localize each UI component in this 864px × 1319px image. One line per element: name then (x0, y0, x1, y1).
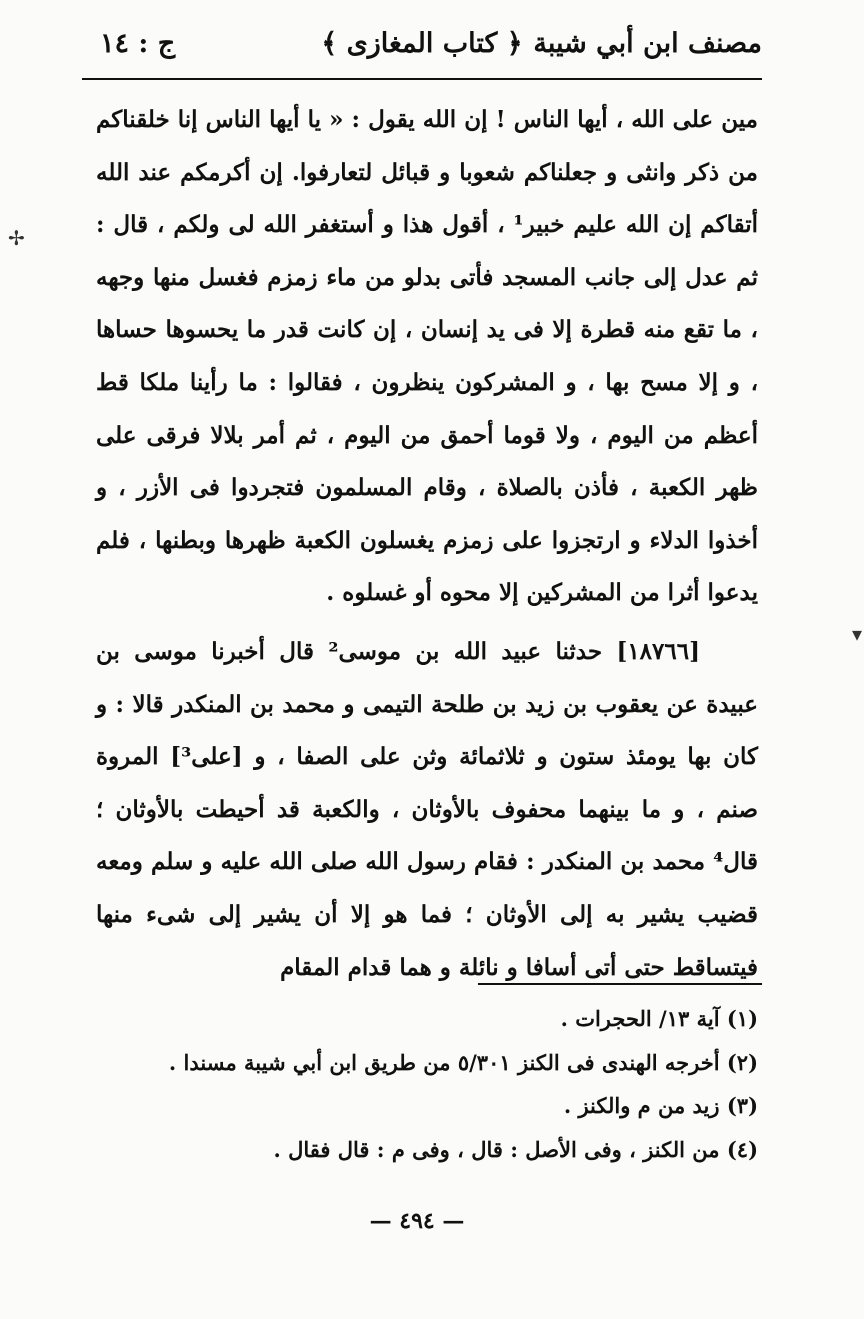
footnote-rule (478, 983, 762, 985)
margin-mark-icon: ✢ (8, 226, 25, 250)
page-number: — ٤٩٤ — (369, 1208, 465, 1234)
volume-number: ج : ١٤ (100, 28, 176, 59)
footnote-4: (٤) من الكنز ، وفى الأصل : قال ، وفى م : قال فقال . (273, 1136, 758, 1162)
header-rule (82, 78, 762, 80)
page-header (82, 22, 762, 76)
footnote-2: (٢) أخرجه الهندى فى الكنز ٥/٣٠١ من طريق ابن أبي شيبة مسندا . (168, 1049, 758, 1075)
margin-mark-icon: ▾ (852, 622, 863, 646)
main-text (96, 94, 758, 994)
hadith-paragraph: [١٨٧٦٦] حدثنا عبيد الله بن موسى² قال أخبرنا موسى بن عبيدة عن يعقوب بن زيد بن طلحة التيمى و محمد بن المنكدر قالا : و كان بها يومئذ ستون و ثلاثمائة وثن على الصفا ، و [على³] المروة صنم ، و ما بينهما محفوف بالأوثان ، والكعبة قد أحيطت بالأوثان ؛ قال⁴ محمد بن المنكدر : فقام رسول الله صلى الله عليه و سلم ومعه قضيب يشير به إلى الأوثان ؛ فما هو إلا أن يشير إلى شىء منها فيتساقط حتى أتى أسافا و نائلة و هما قدام المقام (96, 637, 758, 981)
book-title: مصنف ابن أبي شيبة (533, 28, 762, 59)
footnote-3: (٣) زيد من م والكنز . (563, 1093, 758, 1118)
footnote-1: (١) آية ١٣/ الحجرات . (560, 1006, 758, 1031)
footnotes (96, 997, 758, 1171)
paragraph: مين على الله ، أيها الناس ! إن الله يقول : « يا أيها الناس إنا خلقناكم من ذكر وانثى و جعلناكم شعوبا و قبائل لتعارفوا. إن أكرمكم عند الله أتقاكم إن الله عليم خبير¹ ، أقول هذا و أستغفر الله لى ولكم ، قال : ثم عدل إلى جانب المسجد فأتى بدلو من ماء زمزم فغسل منها وجهه ، ما تقع منه قطرة إلا فى يد إنسان ، إن كانت قدر ما يحسوها حساها ، و إلا مسح بها ، و المشركون ينظرون ، فقالوا : ما رأينا ملكا قط أعظم من اليوم ، ولا قوما أحمق من اليوم ، ثم أمر بلالا فرقى على ظهر الكعبة ، فأذن بالصلاة ، وقام المسلمون فتجردوا فى الأزر ، و أخذوا الدلاء و ارتجزوا على زمزم يغسلون الكعبة ظهرها وبطنها ، فلم يدعوا أثرا من المشركين إلا محوه أو غسلوه . (96, 106, 759, 607)
chapter-title: ﴿ كتاب المغازى ﴾ (321, 28, 523, 59)
